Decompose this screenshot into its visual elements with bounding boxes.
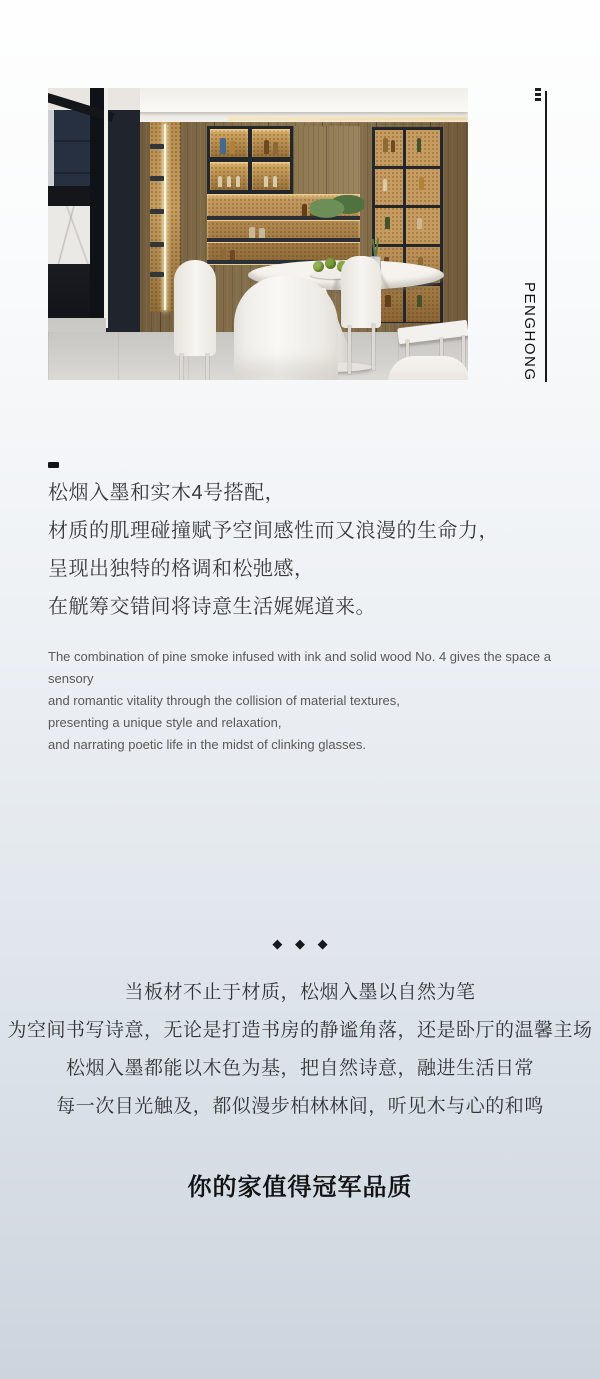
bottle xyxy=(417,138,421,152)
chair-leg xyxy=(206,354,209,380)
bottle xyxy=(419,177,424,190)
kitchen-door-frame xyxy=(90,88,104,328)
intro-cn-line: 在觥筹交错间将诗意生活娓娓道来。 xyxy=(48,596,376,618)
bottle xyxy=(230,250,235,260)
photo-plant xyxy=(310,194,364,220)
bottle xyxy=(230,141,235,154)
corner-shelf xyxy=(150,242,164,247)
brand-name-wrap xyxy=(521,88,541,382)
bottle xyxy=(417,295,422,307)
kitchen-oven-counter xyxy=(48,264,91,320)
wine-niche xyxy=(210,129,248,157)
dining-chair xyxy=(174,260,216,356)
chair-leg xyxy=(372,324,375,370)
brand-name-vertical: PENGHONG xyxy=(521,282,538,382)
hero-photo xyxy=(48,88,468,380)
poetry-line: 松烟入墨都能以木色为基，把自然诗意，融进生活日常 xyxy=(65,1058,534,1079)
slogan-title: 你的家值得冠军品质 xyxy=(187,1174,413,1201)
diamond-icon: ◆ xyxy=(317,936,328,951)
kitchen-door-jamb xyxy=(104,88,108,328)
wine-glass xyxy=(264,176,268,187)
intro-cn-line: 松烟入墨和实木4号搭配， xyxy=(48,482,286,504)
corner-shelf xyxy=(150,144,164,149)
bottle xyxy=(383,179,387,191)
wine-niche xyxy=(252,162,290,190)
dining-chair xyxy=(234,276,338,380)
chair-leg xyxy=(180,354,183,380)
photo-cove-light xyxy=(228,117,468,121)
bottle xyxy=(383,138,388,152)
wine-glass xyxy=(236,176,240,187)
wine-glass xyxy=(273,176,277,187)
dining-chair xyxy=(388,356,468,380)
kitchen-hood xyxy=(48,186,91,206)
corner-shelf xyxy=(150,272,164,277)
wine-niche xyxy=(210,162,248,190)
intro-en-line: presenting a unique style and relaxation, xyxy=(48,715,282,730)
jar xyxy=(417,218,422,229)
jar xyxy=(249,227,255,238)
jar xyxy=(385,295,391,307)
poetry-line: 每一次目光触及，都似漫步柏林林间，听见木与心的和鸣 xyxy=(56,1096,544,1117)
led-strip xyxy=(164,124,166,310)
corner-shelf xyxy=(150,176,164,181)
intro-paragraph-en xyxy=(48,646,568,756)
green-apple xyxy=(313,261,324,272)
poetry-paragraph-cn xyxy=(0,974,600,1126)
intro-cn-line: 材质的肌理碰撞赋予空间感性而又浪漫的生命力， xyxy=(48,520,499,542)
bottle xyxy=(391,140,395,152)
bottle xyxy=(385,217,390,229)
intro-en-line: The combination of pine smoke infused with ink and solid wood No. 4 gives the space a sensory xyxy=(48,649,551,686)
vertical-divider-line xyxy=(545,91,547,382)
poetry-line: 为空间书写诗意，无论是打造书房的静谧角落，还是卧厅的温馨主场 xyxy=(7,1020,593,1041)
jar xyxy=(259,228,265,238)
intro-en-line: and romantic vitality through the collision of material textures, xyxy=(48,693,400,708)
chair-leg xyxy=(348,326,351,374)
right-shelf-unit xyxy=(372,127,443,323)
cabinet-wood-doors xyxy=(293,126,360,194)
corner-shelf xyxy=(150,209,164,214)
diamond-icon: ◆ xyxy=(272,936,283,951)
green-apple xyxy=(325,258,336,269)
section-dash-marker xyxy=(48,462,59,468)
diamond-divider xyxy=(0,936,600,952)
bottle xyxy=(264,140,269,154)
right-shelf-divider xyxy=(403,127,406,323)
wine-niche xyxy=(252,129,290,157)
wine-glass xyxy=(218,176,222,187)
bottle xyxy=(221,249,226,260)
diamond-icon: ◆ xyxy=(295,936,305,951)
poetry-line: 当板材不止于材质，松烟入墨以自然为笔 xyxy=(124,982,476,1003)
wine-glass xyxy=(227,176,231,187)
intro-cn-line: 呈现出独特的格调和松弛感， xyxy=(48,558,315,580)
wine-cabinet-niches xyxy=(207,126,293,194)
intro-en-line: and narrating poetic life in the midst of clinking glasses. xyxy=(48,737,366,752)
intro-paragraph-cn xyxy=(48,474,568,626)
dining-chair xyxy=(341,256,381,328)
bottle xyxy=(302,204,307,216)
photo-ceiling-tray xyxy=(128,88,468,112)
bottle xyxy=(220,138,226,154)
kitchen-marble-backsplash xyxy=(48,206,91,264)
shelf-bar xyxy=(207,238,360,242)
bottle xyxy=(273,142,278,154)
